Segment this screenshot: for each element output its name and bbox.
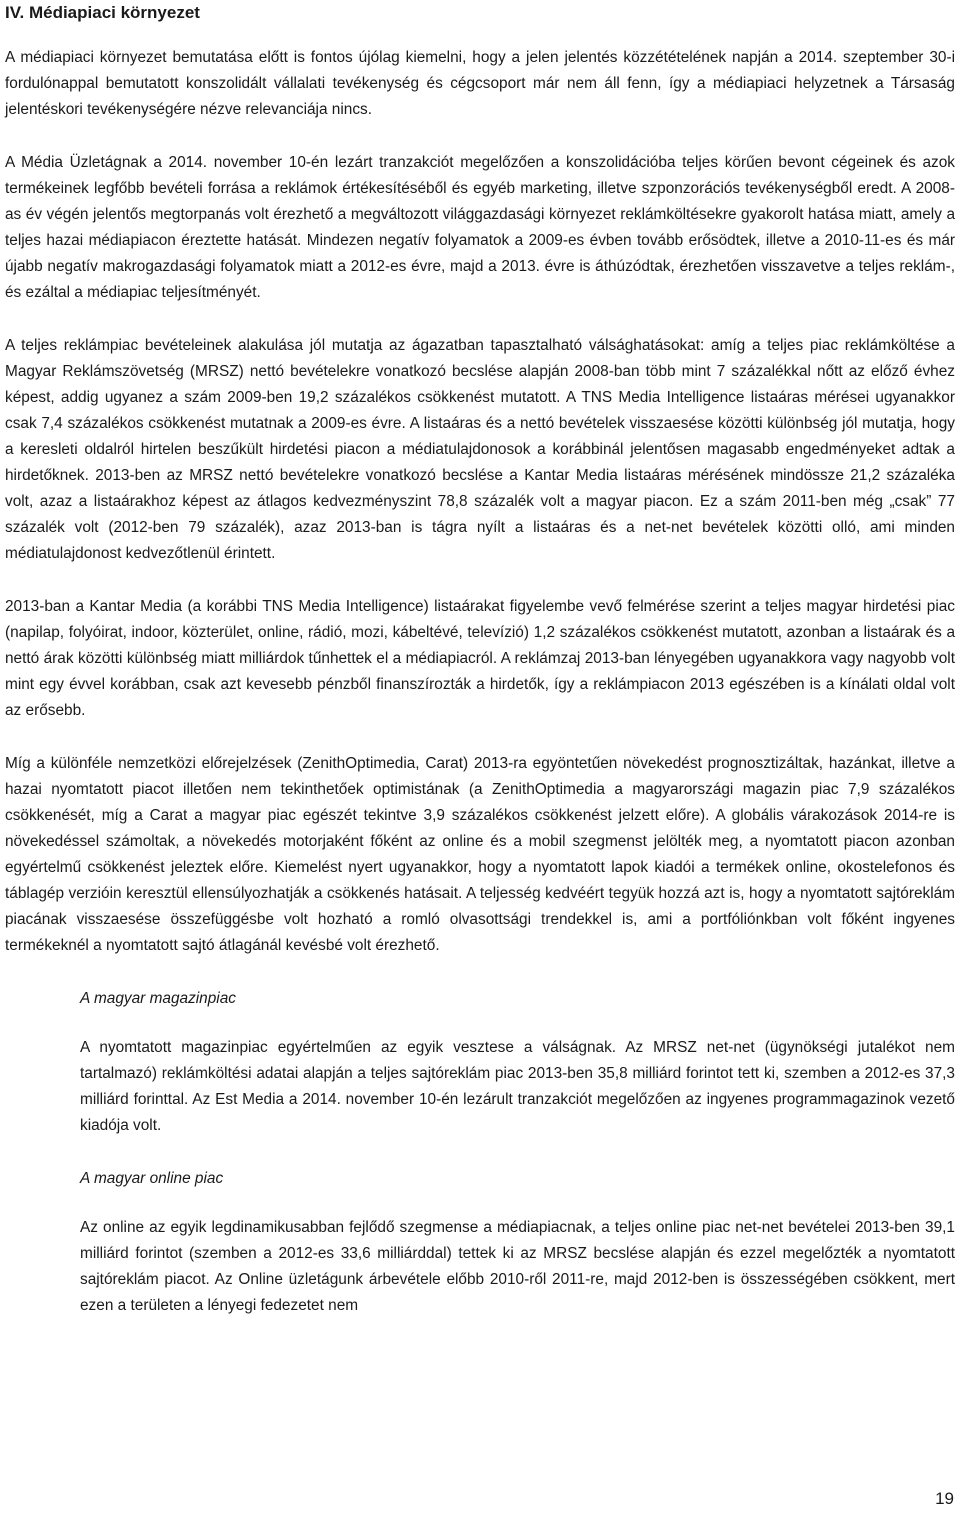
subheading-magazine-market: A magyar magazinpiac xyxy=(80,990,236,1007)
section-heading: IV. Médiapiaci környezet xyxy=(5,3,200,22)
paragraph-online-market: Az online az egyik legdinamikusabban fejlődő szegmense a médiapiacnak, a teljes online piac net-net bevételei 2013-ben 39,1 milliárd forintot (szemben a 2012-es 33,6 milliárddal) tettek ki az MRSZ becslése alapján és ezzel megelőzték a nyomtatott sajtóreklám piacot. Az Online üzletágunk árbevétele előbb 2010-ről 2011-re, majd 2012-ben is összességében csökkent, mert ezen a területen a lényegi fedezetet nem xyxy=(80,1219,955,1314)
paragraph-ad-market: A teljes reklámpiac bevételeinek alakulása jól mutatja az ágazatban tapasztalható válsághatásokat: amíg a teljes piac reklámköltése a Magyar Reklámszövetség (MRSZ) nettó bevételekre vonatkozó becslése alapján 2008-ban több mint 7 százalékkal nőtt az előző évhez képest, addig ugyanez a szám 2009-ben 19,2 százalékos csökkenést mutatott. A TNS Media Intelligence listaáras mérései ugyanakkor csak 7,4 százalékos csökkenést mutatnak a 2009-es évre. A listaáras és a nettó bevételek visszaesése közötti különbség jól mutatja, hogy a keresleti oldalról hirtelen beszűkült hirdetési piacon a médiatulajdonosok a korábbinál jelentősen magasabb engedményeket adtak a hirdetőknek. 2013-ben az MRSZ nettó bevételekre vonatkozó becslése a Kantar Media listaáras mérésének mindössze 21,2 százaléka volt, azaz a listaárakhoz képest az átlagos kedvezményszint 78,8 százalék volt a magyar piacon. Ez a szám 2011-ben még „csak” 77 százalék volt (2012-ben 79 százalék), azaz 2013-ban is tágra nyílt a listaáras és a net-net bevételek közötti olló, ami minden médiatulajdonost kedvezőtlenül érintett. xyxy=(5,337,955,562)
paragraph-kantar-media: 2013-ban a Kantar Media (a korábbi TNS Media Intelligence) listaárakat figyelembe vevő felmérése szerint a teljes magyar hirdetési piac (napilap, folyóirat, indoor, közterület, online, rádió, mozi, kábeltévé, televízió) 1,2 százalékos csökkenést mutatott, azonban a listaárak és a nettó árak közötti különbség miatt milliárdok tűnhettek el a médiapiacról. A reklámzaj 2013-ban lényegében ugyanakkora vagy nagyobb volt mint egy évvel korábban, csak azt kevesebb pénzből finanszírozták a hirdetők, így a reklámpiacon 2013 egészében is a kínálati oldal volt az erősebb. xyxy=(5,598,955,719)
paragraph-intro: A médiapiaci környezet bemutatása előtt is fontos újólag kiemelni, hogy a jelen jelentés közzétételének napján a 2014. szeptember 30-i fordulónappal bemutatott konszolidált vállalati tevékenység és cégcsoport már nem áll fenn, így a médiapiaci helyzetnek a Társaság jelentéskori tevékenységére nézve relevanciája nincs. xyxy=(5,49,955,118)
paragraph-forecasts: Míg a különféle nemzetközi előrejelzések (ZenithOptimedia, Carat) 2013-ra egyöntetűen növekedést prognosztizáltak, hazánkat, illetve a hazai nyomtatott piacot illetően nem tekinthetőek optimistának (a ZenithOptimedia a magyarországi magazin piac 7,9 százalékos csökkenését, míg a Carat a magyar piac egészét tekintve 3,9 százalékos csökkenést jelzett előre). A globális várakozások 2014-re is növekedéssel számoltak, a növekedés motorjaként főként az online és a mobil szegmenst jelölték meg, a nyomtatott piacon azonban egyértelmű csökkenést jeleztek előre. Kiemelést nyert ugyanakkor, hogy a nyomtatott lapok kiadói a termékek online, okostelefonos és táblagép verzióin keresztül ellensúlyozhatják a csökkenés hatásait. A teljesség kedvéért tegyük hozzá azt is, hogy a nyomtatott sajtóreklám piacának visszaesése összefüggésbe volt hozható a romló olvasottsági trendekkel is, ami a portfóliónkban volt főként ingyenes termékeknél a nyomtatott sajtó átlagánál kevésbé volt érezhető. xyxy=(5,755,955,954)
subheading-online-market: A magyar online piac xyxy=(80,1170,224,1187)
paragraph-media-business: A Média Üzletágnak a 2014. november 10-én lezárt tranzakciót megelőzően a konszolidációba teljes körűen bevont cégeinek és azok termékeinek legfőbb bevételi forrása a reklámok értékesítéséből és egyéb marketing, illetve szponzorációs tevékenységből eredt. A 2008-as év végén jelentős megtorpanás volt érezhető a megváltozott világgazdasági környezet reklámköltésekre gyakorolt hatása miatt, amely a teljes hazai médiapiacon éreztette hatását. Mindezen negatív folyamatok a 2009-es évben tovább erősödtek, illetve a 2010-11-es és már újabb negatív makrogazdasági folyamatok miatt a 2012-es évre, majd a 2013. évre is áthúzódtak, érezhetően visszavetve a teljes reklám-, és ezáltal a médiapiac teljesítményét. xyxy=(5,154,955,301)
page-number: 19 xyxy=(935,1489,954,1508)
paragraph-magazine-market: A nyomtatott magazinpiac egyértelműen az egyik vesztese a válságnak. Az MRSZ net-net (ügynökségi jutalékot nem tartalmazó) reklámköltési adatai alapján a teljes sajtóreklám piac 2013-ben 35,8 milliárd forintot tett ki, szemben a 2012-es 37,3 milliárd forinttal. Az Est Media a 2014. november 10-én lezárult tranzakciót megelőzően az ingyenes programmagazinok vezető kiadója volt. xyxy=(80,1039,955,1134)
document-page xyxy=(5,0,955,1319)
